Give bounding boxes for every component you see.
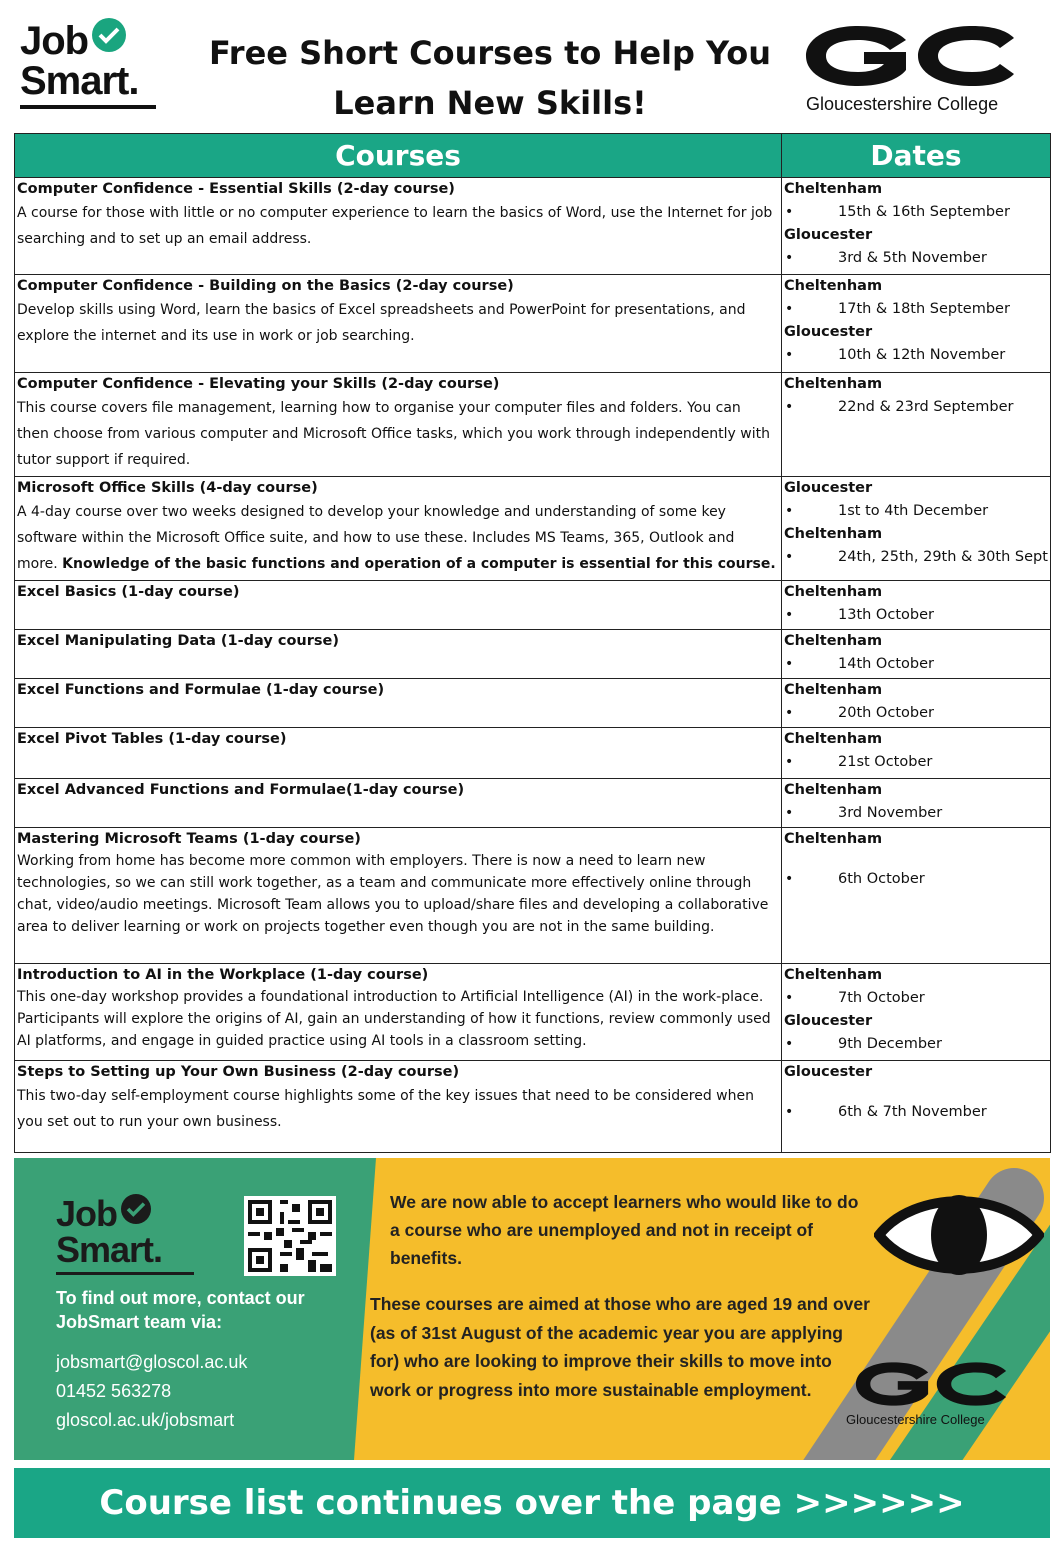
logo-job-text: Job: [20, 19, 89, 63]
course-title: Excel Manipulating Data (1-day course): [17, 633, 339, 649]
banner-logo-underline: [56, 1272, 194, 1275]
table-row: [15, 581, 1051, 630]
course-description: This two-day self-employment course highlights some of the key issues that need to be considered when you set out to run your own business.: [17, 1088, 754, 1130]
table-row: [15, 679, 1051, 728]
date-location: Gloucester: [784, 227, 873, 243]
table-row: [15, 1061, 1051, 1153]
title-line-1: Free Short Courses to Help You: [208, 34, 772, 72]
banner-college-logo: [846, 1358, 1016, 1428]
date-item: • 7th October: [782, 987, 1050, 1010]
date-location: Gloucester: [784, 480, 873, 496]
course-title: Microsoft Office Skills (4-day course): [17, 480, 318, 496]
dates-cell: [782, 679, 1051, 728]
table-row: [15, 630, 1051, 679]
date-location: Cheltenham: [784, 376, 883, 392]
table-row: [15, 275, 1051, 373]
course-title: Computer Confidence - Essential Skills (2-day course): [17, 181, 455, 197]
contact-heading: To find out more, contact our JobSmart team via:: [56, 1288, 305, 1332]
gc-logo-mark: [846, 1358, 1016, 1410]
course-description: This one-day workshop provides a foundational introduction to Artificial Intelligence (AI) in the work-place. Participants will explore the origins of AI, gain an understanding of how it functions, review commonly used AI platforms, and engage in guided practice using AI tools in a classroom setting.: [17, 989, 771, 1049]
logo-underline: [20, 105, 156, 109]
banner-college-name: Gloucestershire College: [846, 1412, 985, 1427]
qr-code-image: [244, 1196, 336, 1276]
college-name: Gloucestershire College: [806, 94, 999, 114]
date-location: Gloucester: [784, 1013, 873, 1029]
table-header-row: [15, 134, 1051, 178]
date-location: Cheltenham: [784, 682, 883, 698]
course-description: [15, 499, 781, 577]
course-title: Excel Pivot Tables (1-day course): [17, 731, 287, 747]
course-title: Excel Functions and Formulae (1-day course): [17, 682, 385, 698]
dates-cell: [782, 373, 1051, 477]
logo-smart-text: Smart.: [20, 59, 139, 103]
table-row: [15, 828, 1051, 964]
date-location: Cheltenham: [784, 633, 883, 649]
date-item: • 10th & 12th November: [782, 344, 1050, 367]
banner-jobsmart-logo: [56, 1194, 194, 1275]
contact-website[interactable]: gloscol.ac.uk/jobsmart: [56, 1410, 235, 1430]
date-location: Gloucester: [784, 324, 873, 340]
contact-details: [56, 1348, 247, 1435]
course-title: Excel Basics (1-day course): [17, 584, 240, 600]
course-cell: [15, 178, 782, 275]
course-cell: [15, 679, 782, 728]
date-item: • 6th & 7th November: [782, 1101, 1050, 1124]
dates-cell: [782, 630, 1051, 679]
date-location: Cheltenham: [784, 181, 883, 197]
date-item: • 14th October: [782, 653, 1050, 676]
banner-logo-smart-text: Smart.: [56, 1229, 163, 1270]
course-requirement-note: Knowledge of the basic functions and operation of a computer is essential for this course.: [62, 556, 776, 572]
date-location: Cheltenham: [784, 782, 883, 798]
date-item: • 24th, 25th, 29th & 30th Sept: [782, 546, 1050, 569]
date-item: • 6th October: [782, 868, 1050, 891]
course-title: Excel Advanced Functions and Formulae(1-day course): [17, 782, 465, 798]
course-cell: [15, 477, 782, 581]
date-item: • 1st to 4th December: [782, 500, 1050, 523]
eligibility-notice: We are now able to accept learners who would like to do a course who are unemployed and not in receipt of benefits.: [390, 1192, 859, 1268]
dates-cell: [782, 275, 1051, 373]
table-row: [15, 964, 1051, 1061]
date-location: Cheltenham: [784, 967, 883, 983]
check-icon: [92, 18, 126, 52]
course-description: This course covers file management, learning how to organise your computer files and folders. You can then choose from various computer and Microsoft Office tasks, which you work through independently with tutor support if required.: [17, 400, 770, 468]
course-cell: [15, 630, 782, 679]
date-item: • 20th October: [782, 702, 1050, 725]
date-location: Gloucester: [784, 1064, 873, 1080]
date-item: • 21st October: [782, 751, 1050, 774]
contact-phone[interactable]: 01452 563278: [56, 1381, 172, 1401]
date-item: • 22nd & 23rd September: [782, 396, 1050, 419]
dates-cell: [782, 728, 1051, 779]
jobsmart-logo: [20, 18, 170, 113]
dates-cell: [782, 581, 1051, 630]
course-cell: [15, 728, 782, 779]
courses-table: [14, 133, 1051, 1153]
qr-code[interactable]: [244, 1196, 336, 1276]
dates-column-header: Dates: [782, 134, 1051, 178]
date-item: • 17th & 18th September: [782, 298, 1050, 321]
date-location: Cheltenham: [784, 278, 883, 294]
course-title: Computer Confidence - Building on the Basics (2-day course): [17, 278, 514, 294]
table-row: [15, 178, 1051, 275]
dates-cell: [782, 964, 1051, 1061]
check-icon: [121, 1194, 151, 1224]
course-cell: [15, 373, 782, 477]
page-title: [200, 28, 780, 128]
dates-cell: [782, 178, 1051, 275]
course-cell: [15, 779, 782, 828]
date-location: Cheltenham: [784, 831, 883, 847]
table-row: [15, 779, 1051, 828]
course-description: Develop skills using Word, learn the basics of Excel spreadsheets and PowerPoint for presentations, and explore the internet and its use in work or job searching.: [17, 302, 746, 344]
course-title: Introduction to AI in the Workplace (1-day course): [17, 967, 429, 983]
banner-logo-job-text: Job: [56, 1193, 118, 1234]
date-item: • 15th & 16th September: [782, 201, 1050, 224]
date-item: • 13th October: [782, 604, 1050, 627]
course-title: Mastering Microsoft Teams (1-day course): [17, 831, 361, 847]
date-location: Cheltenham: [784, 731, 883, 747]
table-row: [15, 477, 1051, 581]
course-title: Computer Confidence - Elevating your Skills (2-day course): [17, 376, 500, 392]
course-title: Steps to Setting up Your Own Business (2-day course): [17, 1064, 460, 1080]
title-line-2: Learn New Skills!: [333, 84, 647, 122]
course-cell: [15, 828, 782, 964]
table-row: [15, 373, 1051, 477]
eye-icon: [874, 1180, 1044, 1290]
gloucestershire-college-logo: [800, 20, 1030, 120]
gc-logo-mark: [800, 20, 1020, 92]
date-item: • 3rd November: [782, 802, 1050, 825]
continue-footer: Course list continues over the page >>>>>>: [14, 1468, 1050, 1538]
table-row: [15, 728, 1051, 779]
date-location: Cheltenham: [784, 526, 883, 542]
courses-column-header: Courses: [15, 134, 782, 178]
dates-cell: [782, 828, 1051, 964]
date-location: Cheltenham: [784, 584, 883, 600]
course-description: A course for those with little or no computer experience to learn the basics of Word, use the Internet for job searching and to set up an email address.: [17, 205, 773, 247]
course-cell: [15, 581, 782, 630]
page-header: [0, 0, 1056, 130]
date-item: • 3rd & 5th November: [782, 247, 1050, 270]
course-description-text: A 4-day course over two weeks designed to develop your knowledge and understanding of some key software within the Microsoft Office suite, and how to use these. Includes MS Teams, 365, Outlook and more.: [17, 504, 735, 572]
course-cell: [15, 1061, 782, 1153]
dates-cell: [782, 477, 1051, 581]
course-cell: [15, 964, 782, 1061]
dates-cell: [782, 1061, 1051, 1153]
course-description: Working from home has become more common with employers. There is now a need to learn new technologies, so we can still work together, as a team and communicate more effectively online through chat, video/audio meetings. Microsoft Team allows you to upload/share files and developing a collaborative area to deliver learning or work on projects together even though you are not in the same building.: [17, 853, 769, 935]
promo-banner: [14, 1158, 1050, 1460]
date-item: • 9th December: [782, 1033, 1050, 1056]
course-cell: [15, 275, 782, 373]
dates-cell: [782, 779, 1051, 828]
audience-notice: These courses are aimed at those who are aged 19 and over (as of 31st August of the academic year you are applying for) who are looking to improve their skills to move into work or progress into more sustainable employment.: [370, 1294, 870, 1400]
contact-email[interactable]: jobsmart@gloscol.ac.uk: [56, 1352, 248, 1372]
